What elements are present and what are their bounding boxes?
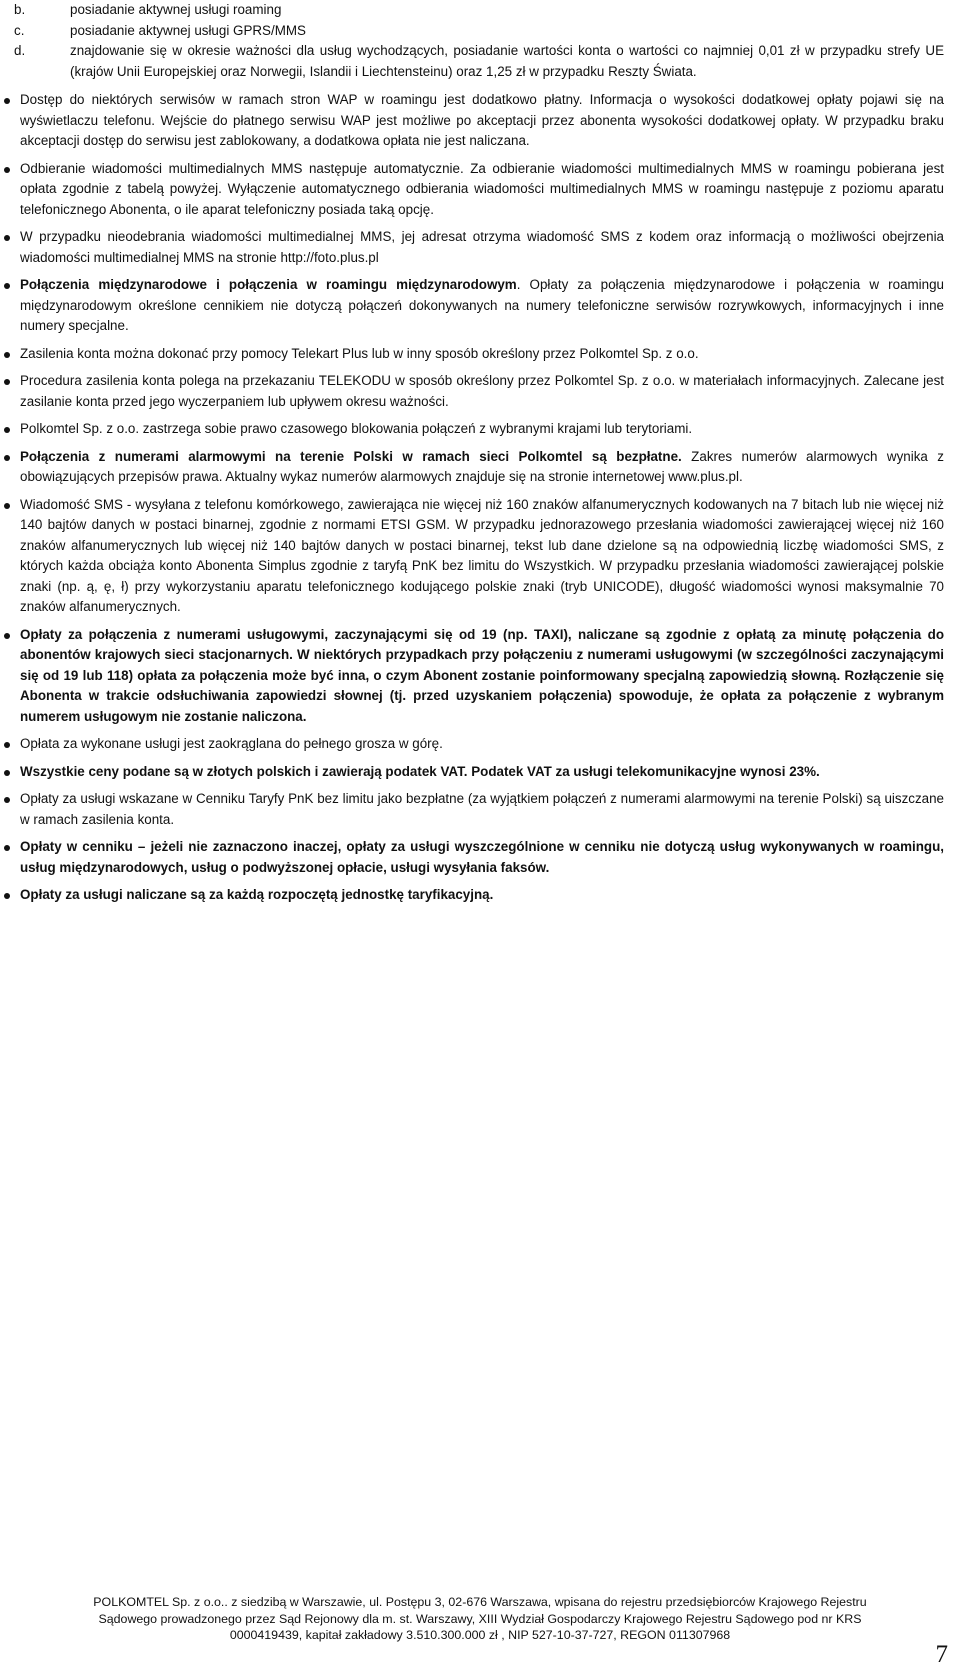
- conditions-list: [14, 0, 944, 82]
- list-item-text: posiadanie aktywnej usługi roaming: [70, 2, 282, 17]
- bullet-item: [14, 762, 944, 783]
- list-item: [14, 21, 944, 42]
- bullet-dot-icon: [4, 770, 10, 776]
- bullet-bold-text: Opłaty za usługi naliczane są za każdą rozpoczętą jednostkę taryfikacyjną.: [20, 887, 494, 902]
- bullet-dot-icon: [4, 427, 10, 433]
- bullet-text: Opłata za wykonane usługi jest zaokrąglana do pełnego grosza w górę.: [20, 736, 443, 751]
- bullet-bold-text: Wszystkie ceny podane są w złotych polskich i zawierają podatek VAT. Podatek VAT za usługi telekomunikacyjne wynosi 23%.: [20, 763, 820, 779]
- footer-line: Sądowego prowadzonego przez Sąd Rejonowy dla m. st. Warszawy, XIII Wydział Gospodarczy Krajowego Rejestru Sądowego pod nr KRS: [98, 1611, 862, 1626]
- bullet-item: [14, 734, 944, 755]
- bullet-dot-icon: [4, 283, 10, 289]
- bullet-text: Zasilenia konta można dokonać przy pomocy Telekart Plus lub w inny sposób określony przez Polkomtel Sp. z o.o.: [20, 345, 699, 361]
- list-marker: d.: [14, 43, 26, 58]
- list-item: [14, 0, 944, 21]
- bullet-dot-icon: [4, 167, 10, 173]
- page-number: 7: [935, 1641, 948, 1668]
- list-item-text: posiadanie aktywnej usługi GPRS/MMS: [70, 22, 306, 38]
- bullet-dot-icon: [4, 633, 10, 639]
- bullet-item: [14, 885, 944, 906]
- bullet-text: Wiadomość SMS - wysyłana z telefonu komórkowego, zawierająca nie więcej niż 160 znaków alfanumerycznych kodowanych na 7 bitach lub nie więcej niż 140 bajtów danych w postaci binarnej, zgodnie z normami ETSI GSM. W przypadku jednorazowego przesłania wiadomości zawierającej więcej niż 160 znaków alfanumerycznych lub więcej niż 140 bajtów danych w postaci binarnej, tekst lub dane dzielone są na odpowiednią liczbę wiadomości SMS, z których każda obciąża konto Abonenta Simplus zgodnie z taryfą PnK bez limitu do Wszystkich. W przypadku przesłania wiadomości zawierającej polskie znaki (np. ą, ę, ł) przy wykorzystaniu aparatu telefonicznego kodującego polskie znaki (tryb UNICODE), długość wiadomości wynosi maksymalnie 70 znaków alfanumerycznych.: [20, 496, 944, 614]
- bullet-dot-icon: [4, 379, 10, 385]
- bullet-dot-icon: [4, 797, 10, 803]
- bullet-text: Procedura zasilenia konta polega na przekazaniu TELEKODU w sposób określony przez Polkomtel Sp. z o.o. w materiałach informacyjnych. Zalecane jest zasilanie konta przed jego wyczerpaniem lub upływem okresu ważności.: [20, 373, 944, 409]
- bullet-bold-text: Połączenia z numerami alarmowymi na terenie Polski w ramach sieci Polkomtel są bezpłatne.: [20, 448, 682, 464]
- bullet-item: [14, 159, 944, 221]
- bullet-dot-icon: [4, 235, 10, 241]
- bullet-text: . Opłaty za połączenia międzynarodowe i połączenia w roamingu międzynarodowym określone cennikiem nie dotyczą połączeń dokonywanych na numery telefoniczne serwisów rozrywkowych, informacyjnych i inne numery specjalne.: [20, 277, 944, 333]
- bullet-bold-text: Opłaty w cenniku – jeżeli nie zaznaczono inaczej, opłaty za usługi wyszczególnione w cenniku nie dotyczą usług wykonywanych w roamingu, usług międzynarodowych, usług o podwyższonej opłacie, usługi wysyłania faksów.: [20, 839, 944, 875]
- bullet-item: [14, 275, 944, 337]
- bullet-dot-icon: [4, 455, 10, 461]
- bullet-item: [14, 447, 944, 488]
- bullet-item: [14, 625, 944, 728]
- footer-line: POLKOMTEL Sp. z o.o.. z siedzibą w Warszawie, ul. Postępu 3, 02-676 Warszawa, wpisana do rejestru przedsiębiorców Krajowego Rejestru: [93, 1595, 867, 1609]
- bullet-dot-icon: [4, 352, 10, 358]
- bullet-item: [14, 837, 944, 878]
- bullet-dot-icon: [4, 845, 10, 851]
- list-marker: b.: [14, 2, 26, 17]
- list-item-text: znajdowanie się w okresie ważności dla usług wychodzących, posiadanie wartości konta o wartości co najmniej 0,01 zł w przypadku strefy UE (krajów Unii Europejskiej oraz Norwegii, Islandii i Liechtensteinu) oraz 1,25 zł w przypadku Reszty Świata.: [70, 43, 944, 79]
- bullet-text: W przypadku nieodebrania wiadomości multimedialnej MMS, jej adresat otrzyma wiadomość SMS z kodem oraz informacją o możliwości obejrzenia wiadomości multimedialnej MMS na stronie http://foto.plus.pl: [20, 229, 944, 265]
- bullet-text: Opłaty za usługi wskazane w Cenniku Taryfy PnK bez limitu jako bezpłatne (za wyjątkiem połączeń z numerami alarmowymi na terenie Polski) są uiszczane w ramach zasilenia konta.: [20, 791, 944, 827]
- list-item: [14, 41, 944, 82]
- bullet-item: [14, 789, 944, 830]
- company-footer: [80, 1594, 880, 1644]
- bullet-dot-icon: [4, 503, 10, 509]
- bullet-text: Dostęp do niektórych serwisów w ramach stron WAP w roamingu jest dodatkowo płatny. Informacja o wysokości dodatkowej opłaty pojawi się na wyświetlaczu telefonu. Wejście do płatnego serwisu WAP jest możliwe po akceptacji przez abonenta wysokości dodatkowej opłaty. W przypadku braku akceptacji dostęp do serwisu jest zablokowany, a dodatkowa opłata nie jest naliczana.: [20, 92, 944, 148]
- bullet-item: [14, 419, 944, 440]
- bullet-item: [14, 90, 944, 152]
- bullet-item: [14, 371, 944, 412]
- bullet-dot-icon: [4, 742, 10, 748]
- bullet-text: Odbieranie wiadomości multimedialnych MMS następuje automatycznie. Za odbieranie wiadomości multimedialnych MMS w roamingu pobierana jest opłata zgodnie z tabelą powyżej. Wyłączenie automatycznego odbierania wiadomości multimedialnych MMS w roamingu następuje z poziomu aparatu telefonicznego Abonenta, o ile aparat telefoniczny posiada taką opcję.: [20, 160, 944, 217]
- bullet-dot-icon: [4, 893, 10, 899]
- bullet-text: Polkomtel Sp. z o.o. zastrzega sobie prawo czasowego blokowania połączeń z wybranymi krajami lub terytoriami.: [20, 421, 693, 436]
- bullet-dot-icon: [4, 98, 10, 104]
- notes-bullet-list: [14, 90, 944, 913]
- bullet-item: [14, 344, 944, 365]
- bullet-bold-text: Opłaty za połączenia z numerami usługowymi, zaczynającymi się od 19 (np. TAXI), naliczane są zgodnie z opłatą za minutę połączenia do abonentów krajowych sieci stacjonarnych. W niektórych przypadkach przy połączeniu z numerami usługowymi (w szczególności zaczynającymi się od 19 lub 118) opłata za połączenia może być inna, o czym Abonent zostanie poinformowany specjalną zapowiedzią słowną. Rozłączenie się Abonenta w trakcie odsłuchiwania zapowiedzi słownej (tj. przed uzyskaniem połączenia) spowoduje, że opłata za połączenie z wybranym numerem usługowym nie zostanie naliczona.: [20, 626, 944, 724]
- bullet-text: Zakres numerów alarmowych wynika z obowiązujących przepisów prawa. Aktualny wykaz numerów alarmowych znajduje się na stronie internetowej www.plus.pl.: [20, 448, 944, 484]
- list-marker: c.: [14, 22, 25, 38]
- bullet-item: [14, 495, 944, 618]
- bullet-item: [14, 227, 944, 268]
- bullet-bold-text: Połączenia międzynarodowe i połączenia w roamingu międzynarodowym: [20, 277, 517, 292]
- footer-line: 0000419439, kapitał zakładowy 3.510.300.000 zł , NIP 527-10-37-727, REGON 011307968: [229, 1628, 731, 1642]
